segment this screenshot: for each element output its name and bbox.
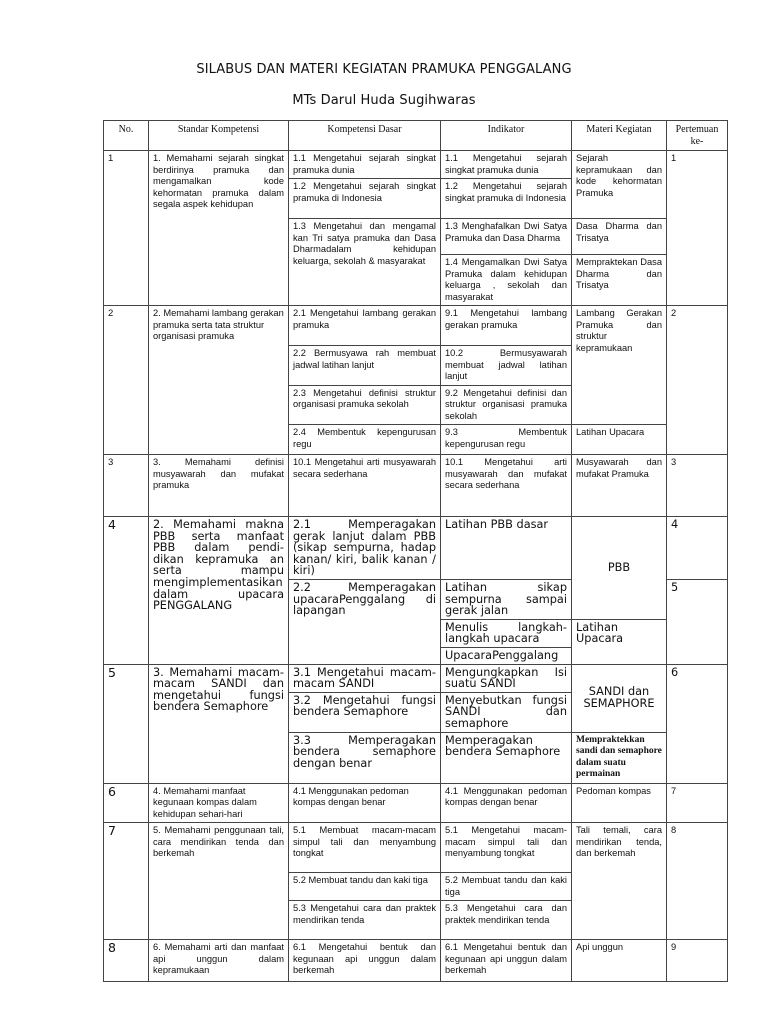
indikator: 5.3 Mengetahui cara dan praktek mendirikan tenda — [441, 901, 572, 940]
header-kompetensi-dasar: Kompetensi Dasar — [289, 121, 441, 151]
indikator: 10.2 Bermusyawarah membuat jadwal latihan lanjut — [441, 346, 572, 386]
pertemuan: 3 — [667, 455, 728, 517]
row-number: 8 — [104, 940, 149, 982]
header-no: No. — [104, 121, 149, 151]
pertemuan: 1 — [667, 151, 728, 306]
kompetensi-dasar: 2.2 Bermusyawa rah membuat jadwal latihan lanjut — [289, 346, 441, 386]
pertemuan: 6 — [667, 664, 728, 783]
kompetensi-dasar: 3.1 Mengetahui macam-macam SANDI — [289, 664, 441, 692]
header-pertemuan: Pertemuan ke- — [667, 121, 728, 151]
kompetensi-dasar: 3.2 Mengetahui fungsi bendera Semaphore — [289, 692, 441, 732]
materi-kegiatan: Api unggun — [572, 940, 667, 982]
table-row — [104, 517, 728, 580]
materi-kegiatan: Pedoman kompas — [572, 783, 667, 823]
header-materi-kegiatan: Materi Kegiatan — [572, 121, 667, 151]
indikator: Menulis langkah-langkah upacara — [441, 619, 572, 647]
materi-kegiatan: Musyawarah dan mufakat Pramuka — [572, 455, 667, 517]
indikator: 10.1 Mengetahui arti musyawarah dan mufakat secara sederhana — [441, 455, 572, 517]
table-row — [104, 306, 728, 346]
row-number: 3 — [104, 455, 149, 517]
indikator: Memperagakan bendera Semaphore — [441, 732, 572, 783]
kompetensi-dasar: 2.1 Memperagakan gerak lanjut dalam PBB (sikap sempurna, hadap kanan/ kiri, balik kanan / kiri) — [289, 517, 441, 580]
kompetensi-dasar: 5.2 Membuat tandu dan kaki tiga — [289, 873, 441, 901]
indikator: Latihan PBB dasar — [441, 517, 572, 580]
kompetensi-dasar: 1.3 Mengetahui dan mengamal kan Tri satya pramuka dan Dasa Dharmadalam kehidupan keluarga, sekolah & masyarakat — [289, 219, 441, 306]
indikator: 4.1 Menggunakan pedoman kompas dengan benar — [441, 783, 572, 823]
row-number: 5 — [104, 664, 149, 783]
materi-kegiatan: Lambang Gerakan Pramuka dan struktur kepramukaan — [572, 306, 667, 425]
header-indikator: Indikator — [441, 121, 572, 151]
standar-kompetensi: 3. Memahami macam-macam SANDI dan mengetahui fungsi bendera Semaphore — [149, 664, 289, 783]
document-subtitle: MTs Darul Huda Sugihwaras — [292, 93, 476, 108]
table-row — [104, 940, 728, 982]
standar-kompetensi: 1. Memahami sejarah singkat berdirinya pramuka dan mengamalkan kode kehormatan pramuka dalam segala aspek kehidupan — [149, 151, 289, 306]
standar-kompetensi: 3. Memahami definisi musyawarah dan mufakat pramuka — [149, 455, 289, 517]
header-standar-kompetensi: Standar Kompetensi — [149, 121, 289, 151]
standar-kompetensi: 6. Memahami arti dan manfaat api unggun dalam kepramukaan — [149, 940, 289, 982]
materi-kegiatan: SANDI dan SEMAPHORE — [572, 664, 667, 732]
row-number: 6 — [104, 783, 149, 823]
materi-kegiatan: Tali temali, cara mendirikan tenda, dan berkemah — [572, 823, 667, 940]
standar-kompetensi: 2. Memahami makna PBB serta manfaat PBB dalam pendi-dikan kepramuka an serta mampu mengimplementasikan dalam upacara PENGGALANG — [149, 517, 289, 665]
pertemuan: 5 — [667, 579, 728, 664]
indikator: 1.1 Mengetahui sejarah singkat pramuka dunia — [441, 151, 572, 179]
indikator: Mengungkapkan Isi suatu SANDI — [441, 664, 572, 692]
kompetensi-dasar: 10.1 Mengetahui arti musyawarah secara sederhana — [289, 455, 441, 517]
indikator: 1.4 Mengamalkan Dwi Satya Pramuka dalam kehidupan keluarga , sekolah dan masyarakat — [441, 255, 572, 306]
table-row — [104, 664, 728, 692]
pertemuan: 2 — [667, 306, 728, 455]
materi-kegiatan: Latihan Upacara — [572, 425, 667, 455]
indikator: Menyebutkan fungsi SANDI dan semaphore — [441, 692, 572, 732]
row-number: 4 — [104, 517, 149, 665]
table-row — [104, 151, 728, 179]
pertemuan: 4 — [667, 517, 728, 580]
kompetensi-dasar: 2.4 Membentuk kepengurusan regu — [289, 425, 441, 455]
row-number: 7 — [104, 823, 149, 940]
table-row — [104, 823, 728, 873]
kompetensi-dasar: 2.3 Mengetahui definisi struktur organisasi pramuka sekolah — [289, 385, 441, 425]
table-header-row — [104, 121, 728, 151]
pertemuan: 9 — [667, 940, 728, 982]
kompetensi-dasar: 3.3 Memperagakan bendera semaphore dengan benar — [289, 732, 441, 783]
kompetensi-dasar: 2.2 Memperagakan upacaraPenggalang di lapangan — [289, 579, 441, 664]
pertemuan: 7 — [667, 783, 728, 823]
indikator: 5.2 Membuat tandu dan kaki tiga — [441, 873, 572, 901]
pertemuan: 8 — [667, 823, 728, 940]
indikator: 9.3 Membentuk kepengurusan regu — [441, 425, 572, 455]
table-row — [104, 783, 728, 823]
standar-kompetensi: 2. Memahami lambang gerakan pramuka serta tata struktur organisasi pramuka — [149, 306, 289, 455]
kompetensi-dasar: 1.2 Mengetahui sejarah singkat pramuka di Indonesia — [289, 179, 441, 219]
indikator: Latihan sikap sempurna sampai gerak jalan — [441, 579, 572, 619]
kompetensi-dasar: 5.3 Mengetahui cara dan praktek mendirikan tenda — [289, 901, 441, 940]
materi-kegiatan: Sejarah kepramukaan dan kode kehormatan Pramuka — [572, 151, 667, 219]
kompetensi-dasar: 5.1 Membuat macam-macam simpul tali dan menyambung tongkat — [289, 823, 441, 873]
materi-kegiatan: Mempraktekan Dasa Dharma dan Trisatya — [572, 255, 667, 306]
materi-kegiatan: Dasa Dharma dan Trisatya — [572, 219, 667, 255]
materi-kegiatan: Mempraktekkan sandi dan semaphore dalam suatu permainan — [572, 732, 667, 783]
materi-kegiatan: Latihan Upacara — [572, 619, 667, 664]
materi-kegiatan: PBB — [572, 517, 667, 620]
indikator: 1.2 Mengetahui sejarah singkat pramuka di Indonesia — [441, 179, 572, 219]
document-title: SILABUS DAN MATERI KEGIATAN PRAMUKA PENGGALANG — [196, 62, 572, 77]
kompetensi-dasar: 1.1 Mengetahui sejarah singkat pramuka dunia — [289, 151, 441, 179]
standar-kompetensi: 4. Memahami manfaat kegunaan kompas dalam kehidupan sehari-hari — [149, 783, 289, 823]
kompetensi-dasar: 2.1 Mengetahui lambang gerakan pramuka — [289, 306, 441, 346]
table-row — [104, 455, 728, 517]
indikator: UpacaraPenggalang — [441, 647, 572, 664]
indikator: 9.2 Mengetahui definisi dan struktur organisasi pramuka sekolah — [441, 385, 572, 425]
syllabus-table — [103, 120, 728, 982]
kompetensi-dasar: 4.1 Menggunakan pedoman kompas dengan benar — [289, 783, 441, 823]
row-number: 2 — [104, 306, 149, 455]
standar-kompetensi: 5. Memahami penggunaan tali, cara mendirikan tenda dan berkemah — [149, 823, 289, 940]
indikator: 6.1 Mengetahui bentuk dan kegunaan api unggun dalam berkemah — [441, 940, 572, 982]
kompetensi-dasar: 6.1 Mengetahui bentuk dan kegunaan api unggun dalam berkemah — [289, 940, 441, 982]
indikator: 9.1 Mengetahui lambang gerakan pramuka — [441, 306, 572, 346]
indikator: 1.3 Menghafalkan Dwi Satya Pramuka dan Dasa Dharma — [441, 219, 572, 255]
row-number: 1 — [104, 151, 149, 306]
indikator: 5.1 Mengetahui macam-macam simpul tali dan menyambung tongkat — [441, 823, 572, 873]
